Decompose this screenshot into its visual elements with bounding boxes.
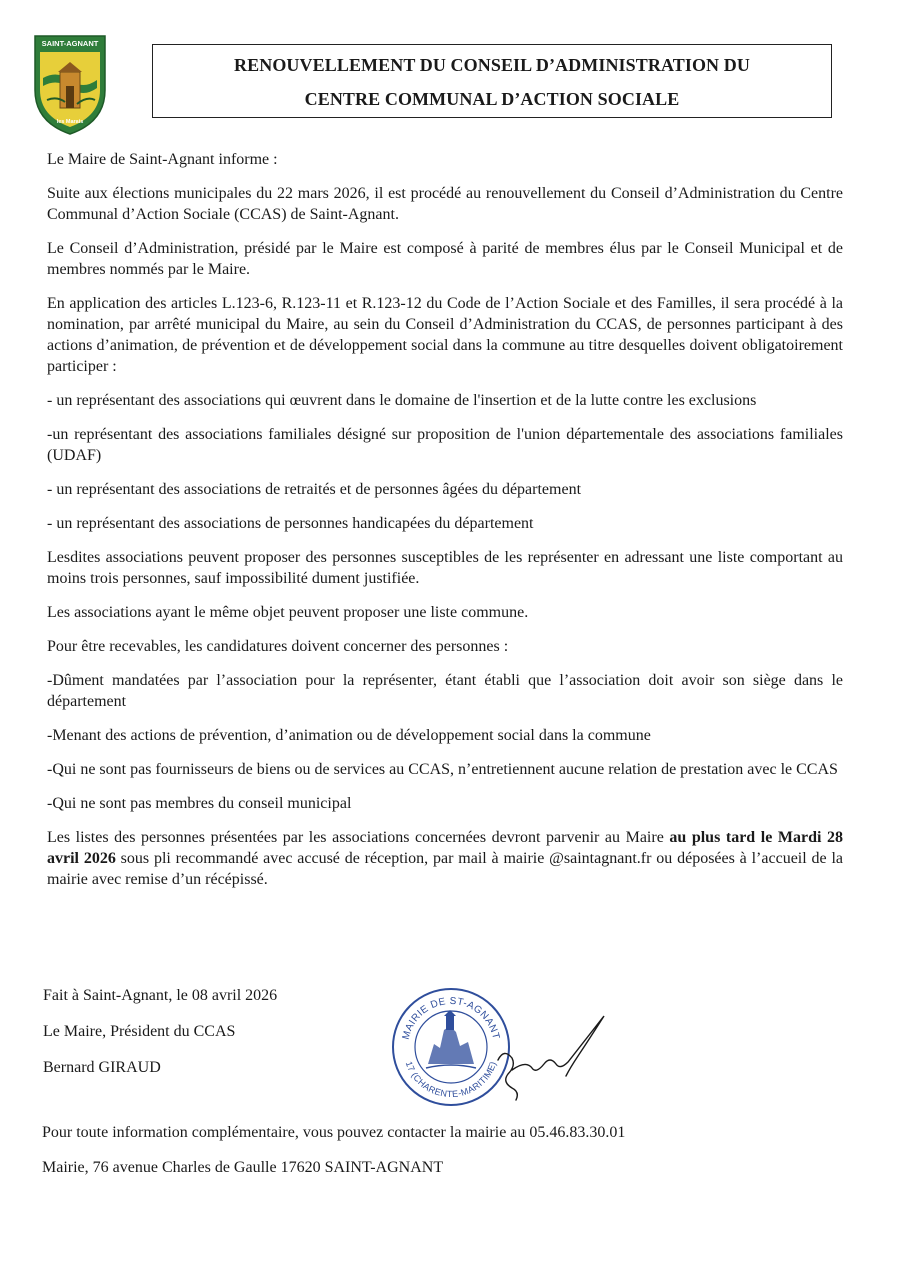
stamp-bottom-text: 17 (CHARENTE-MARITIME) xyxy=(403,1060,499,1100)
title-line-1: RENOUVELLEMENT DU CONSEIL D’ADMINISTRATION DU xyxy=(234,55,750,75)
document-title xyxy=(152,44,832,118)
mairie-address: Mairie, 76 avenue Charles de Gaulle 17620 SAINT-AGNANT xyxy=(42,1159,444,1176)
representative-item: -un représentant des associations familiales désigné sur proposition de l'union départementale des associations familiales (UDAF) xyxy=(47,426,843,464)
title-line-2: CENTRE COMMUNAL D’ACTION SOCIALE xyxy=(304,89,680,109)
intro-paragraph: Le Maire de Saint-Agnant informe : xyxy=(47,151,278,168)
nomination-paragraph: En application des articles L.123-6, R.123-11 et R.123-12 du Code de l’Action Sociale et des Familles, il sera procédé à la nomination, par arrêté municipal du Maire, au sein du Conseil d’Administration du CCAS, de personnes participant à des actions d’animation, de prévention et de développement social dans la commune au titre desquelles doivent obligatoirement participer : xyxy=(47,295,843,375)
contact-info: Pour toute information complémentaire, vous pouvez contacter la mairie au 05.46.83.30.01 xyxy=(42,1124,626,1141)
place-date: Fait à Saint-Agnant, le 08 avril 2026 xyxy=(43,987,278,1004)
eligibility-criterion: -Qui ne sont pas fournisseurs de biens ou de services au CCAS, n’entretiennent aucune relation de prestation avec le CCAS xyxy=(47,761,838,778)
composition-paragraph: Le Conseil d’Administration, présidé par le Maire est composé à parité de membres élus par le Conseil Municipal et de membres nommés par le Maire. xyxy=(47,240,843,278)
deadline-text-before: Les listes des personnes présentées par les associations concernées devront parvenir au Maire xyxy=(47,829,670,846)
representative-item: - un représentant des associations de retraités et de personnes âgées du département xyxy=(47,481,582,498)
signatory-role: Le Maire, Président du CCAS xyxy=(43,1023,236,1040)
deadline-date: au plus tard le Mardi 28 avril 2026 xyxy=(47,829,843,867)
deadline-text-after: sous pli recommandé avec accusé de réception, par mail à mairie @saintagnant.fr ou déposées à l’accueil de la mairie avec remise d’un récépissé. xyxy=(47,850,843,888)
logo-subtitle-label: les Marais xyxy=(56,119,84,125)
saint-agnant-logo xyxy=(27,30,113,138)
eligibility-criterion: -Menant des actions de prévention, d’animation ou de développement social dans la commune xyxy=(47,727,651,744)
representative-item: - un représentant des associations de personnes handicapées du département xyxy=(47,515,534,532)
logo-town-label: SAINT-AGNANT xyxy=(41,39,99,48)
announcement-body xyxy=(47,149,843,903)
signatory-name: Bernard GIRAUD xyxy=(43,1059,161,1076)
representative-item: - un représentant des associations qui œuvrent dans le domaine de l'insertion et de la lutte contre les exclusions xyxy=(47,392,757,409)
svg-text:17 (CHARENTE-MARITIME) xyxy=(404,1060,498,1099)
eligibility-criterion: -Qui ne sont pas membres du conseil municipal xyxy=(47,795,352,812)
eligibility-criterion: -Dûment mandatées par l’association pour la représenter, étant établi que l’association doit avoir son siège dans le département xyxy=(47,672,843,710)
stamp-top-text: MAIRIE DE ST-AGNANT xyxy=(400,995,502,1041)
proposal-paragraph: Lesdites associations peuvent proposer des personnes susceptibles de les représenter en adressant une liste comportant au moins trois personnes, sauf impossibilité dument justifiée. xyxy=(47,549,843,587)
mayor-signature xyxy=(486,1008,616,1108)
deadline-paragraph xyxy=(47,827,843,890)
footer xyxy=(42,1122,625,1192)
stamp-emblem xyxy=(426,1010,476,1068)
signature-block xyxy=(43,985,277,1093)
elections-paragraph: Suite aux élections municipales du 22 mars 2026, il est procédé au renouvellement du Conseil d’Administration du Centre Communal d’Action Sociale (CCAS) de Saint-Agnant. xyxy=(47,185,843,223)
eligibility-intro: Pour être recevables, les candidatures doivent concerner des personnes : xyxy=(47,638,509,655)
common-list-paragraph: Les associations ayant le même objet peuvent proposer une liste commune. xyxy=(47,604,529,621)
